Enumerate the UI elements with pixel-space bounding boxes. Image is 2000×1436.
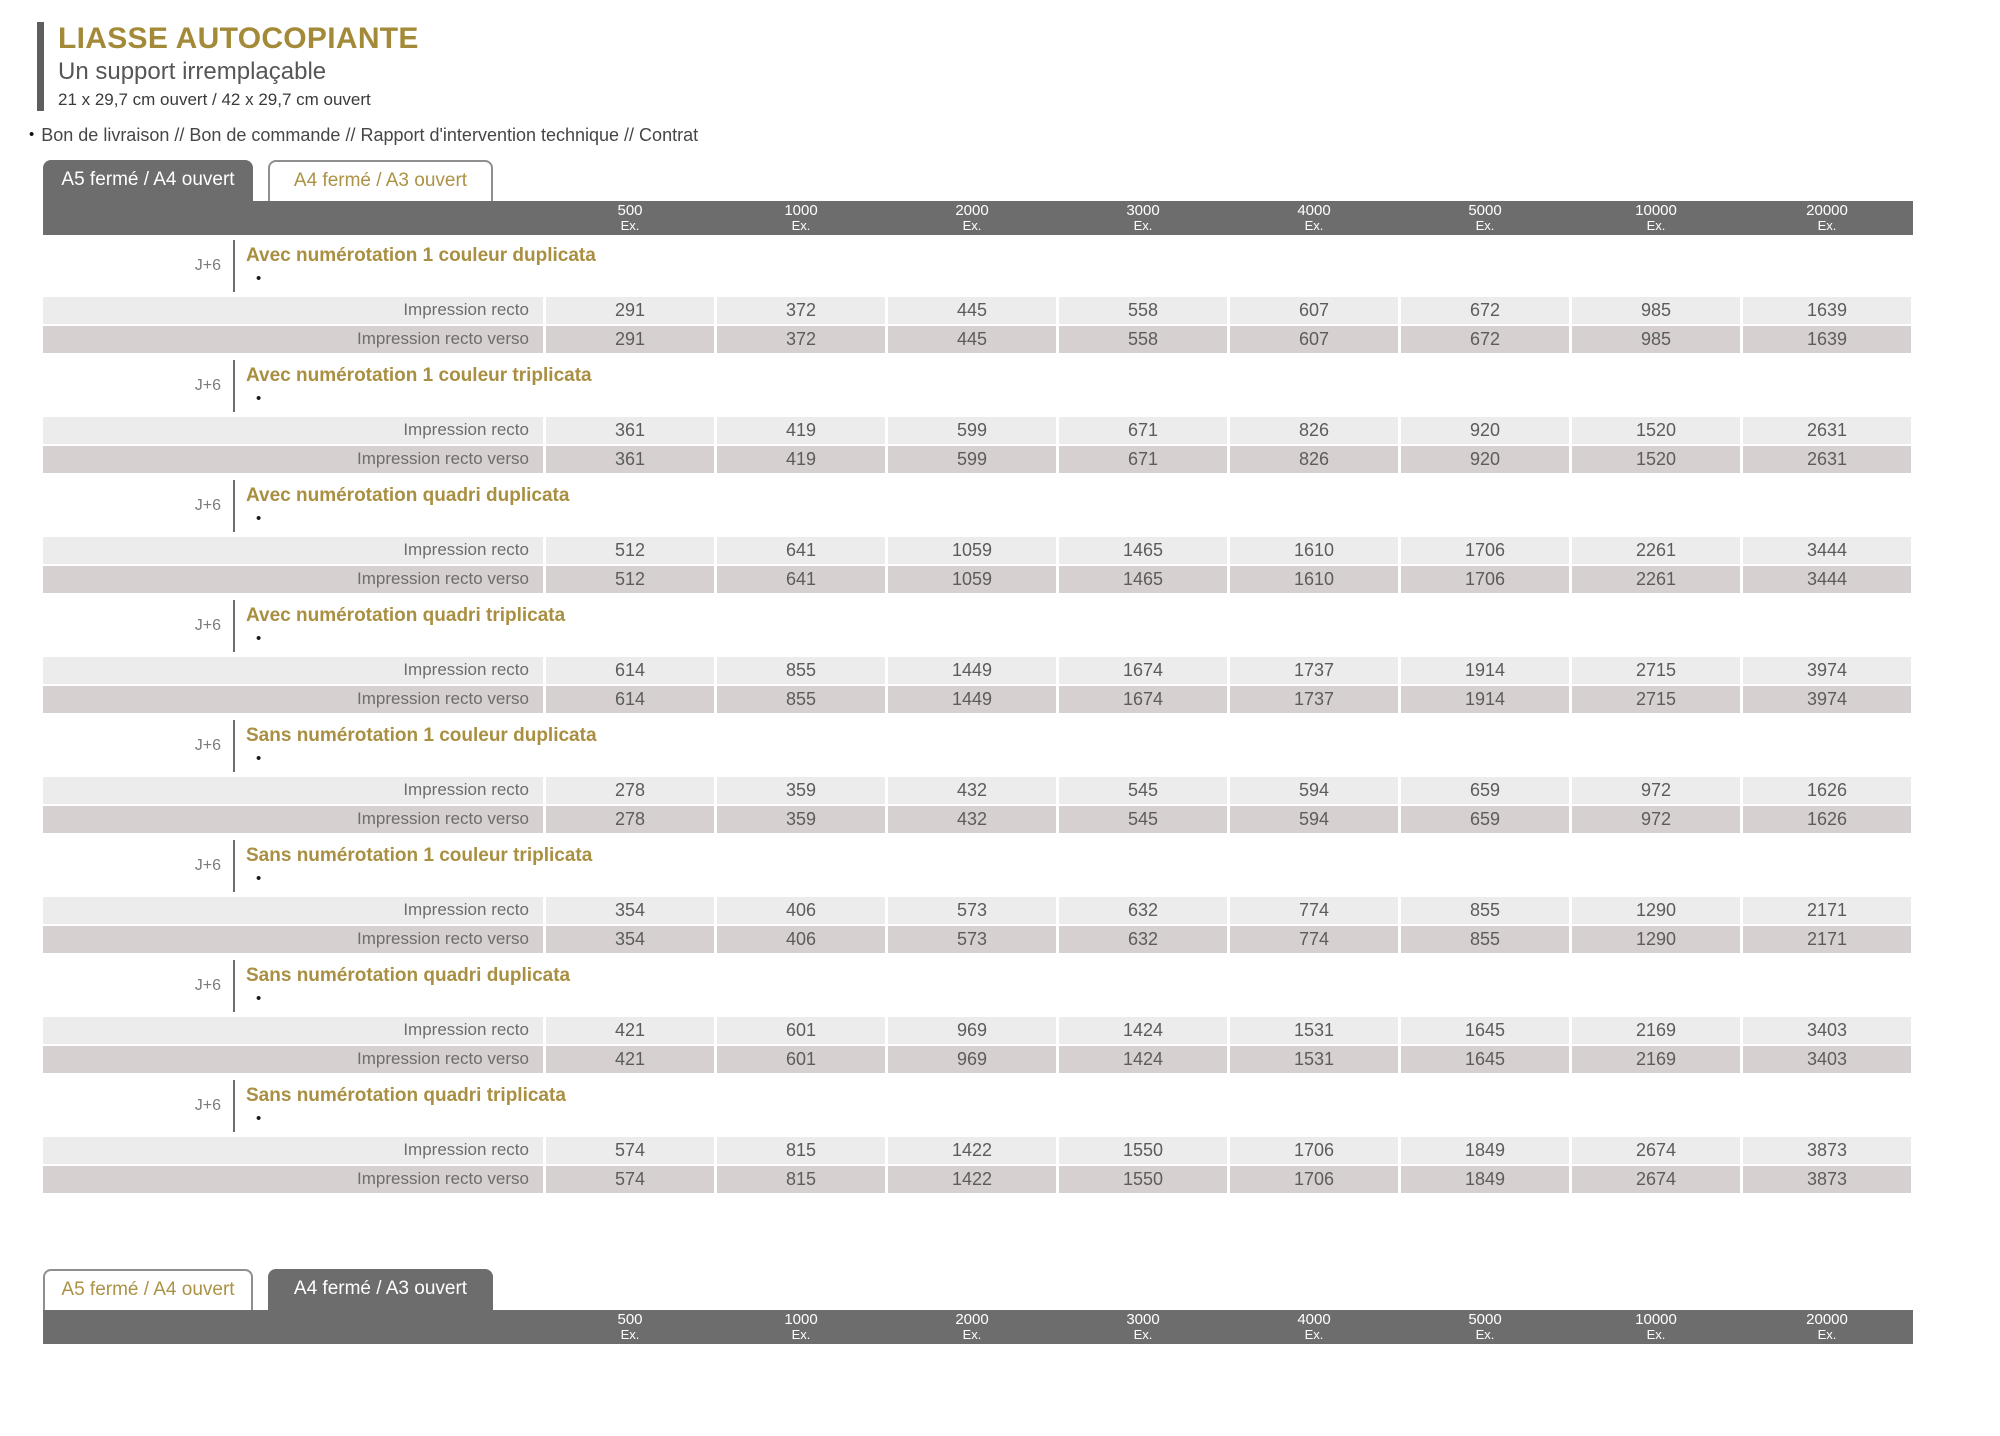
quantity-column-header — [1743, 201, 1911, 235]
price-cell: 421 — [546, 1017, 714, 1044]
row-label: Impression recto — [43, 417, 543, 444]
price-cell: 920 — [1401, 417, 1569, 444]
price-cell: 659 — [1401, 777, 1569, 804]
page-subtitle: Un support irremplaçable — [58, 58, 327, 85]
price-cell: 574 — [546, 1166, 714, 1193]
price-cell: 985 — [1572, 326, 1740, 353]
section-header — [43, 1075, 1913, 1137]
row-impression-recto-verso — [43, 326, 1913, 353]
price-section — [43, 235, 1913, 353]
quantity-unit: Ex. — [620, 217, 640, 233]
quantity-value: 1000 — [784, 1310, 818, 1328]
price-cell: 969 — [888, 1046, 1056, 1073]
lead-time-label: J+6 — [194, 856, 221, 874]
price-cell: 1550 — [1059, 1137, 1227, 1164]
quantity-value: 4000 — [1297, 201, 1331, 219]
row-impression-recto — [43, 537, 1913, 564]
quantity-value: 5000 — [1468, 1310, 1502, 1328]
row-impression-recto — [43, 777, 1913, 804]
quantity-unit: Ex. — [1133, 1326, 1153, 1342]
section-title: Sans numérotation quadri duplicata — [246, 965, 571, 987]
price-cell: 512 — [546, 537, 714, 564]
price-cell: 599 — [888, 446, 1056, 473]
price-cell: 3974 — [1743, 686, 1911, 713]
quantity-column-header — [1743, 1310, 1911, 1344]
price-cell: 421 — [546, 1046, 714, 1073]
price-cell: 601 — [717, 1017, 885, 1044]
price-cell: 1290 — [1572, 897, 1740, 924]
price-cell: 774 — [1230, 897, 1398, 924]
price-cell: 3873 — [1743, 1166, 1911, 1193]
price-cell: 1290 — [1572, 926, 1740, 953]
quantity-unit: Ex. — [1646, 1326, 1666, 1342]
price-cell: 972 — [1572, 777, 1740, 804]
quantity-value: 500 — [617, 201, 643, 219]
quantity-unit: Ex. — [791, 1326, 811, 1342]
quantity-column-header — [1059, 201, 1227, 235]
price-cell: 1737 — [1230, 657, 1398, 684]
price-cell: 1645 — [1401, 1017, 1569, 1044]
row-label: Impression recto verso — [43, 926, 543, 953]
price-cell: 3444 — [1743, 537, 1911, 564]
lead-time-label: J+6 — [194, 256, 221, 274]
price-cell: 354 — [546, 897, 714, 924]
price-cell: 545 — [1059, 777, 1227, 804]
lead-time-label: J+6 — [194, 496, 221, 514]
quantity-column-header — [1230, 1310, 1398, 1344]
section-header — [43, 355, 1913, 417]
lead-time-label: J+6 — [194, 616, 221, 634]
quantity-column-header — [1401, 1310, 1569, 1344]
row-label: Impression recto verso — [43, 446, 543, 473]
price-cell: 855 — [717, 657, 885, 684]
price-cell: 3403 — [1743, 1017, 1911, 1044]
tab-a5-ferme-a4-ouvert-bottom[interactable]: A5 fermé / A4 ouvert — [43, 1269, 253, 1310]
row-impression-recto-verso — [43, 566, 1913, 593]
quantity-column-header — [888, 1310, 1056, 1344]
tab-a5-ferme-a4-ouvert[interactable]: A5 fermé / A4 ouvert — [43, 160, 253, 201]
price-cell: 1706 — [1401, 537, 1569, 564]
row-impression-recto — [43, 897, 1913, 924]
quantity-header-row — [43, 201, 1913, 235]
price-cell: 1706 — [1230, 1166, 1398, 1193]
product-types-text: Bon de livraison // Bon de commande // Rapport d'intervention technique // Contrat — [41, 124, 699, 145]
price-section — [43, 955, 1913, 1073]
price-cell: 573 — [888, 926, 1056, 953]
price-cell: 359 — [717, 777, 885, 804]
price-cell: 1610 — [1230, 566, 1398, 593]
quantity-value: 500 — [617, 1310, 643, 1328]
quantity-value: 3000 — [1126, 1310, 1160, 1328]
price-cell: 1550 — [1059, 1166, 1227, 1193]
quantity-column-header — [1572, 1310, 1740, 1344]
row-impression-recto — [43, 1017, 1913, 1044]
quantity-column-header — [1401, 201, 1569, 235]
quantity-unit: Ex. — [1133, 217, 1153, 233]
tab-a4-ferme-a3-ouvert-bottom[interactable]: A4 fermé / A3 ouvert — [268, 1269, 493, 1310]
quantity-unit: Ex. — [1304, 1326, 1324, 1342]
price-cell: 3444 — [1743, 566, 1911, 593]
row-label: Impression recto — [43, 1017, 543, 1044]
price-cell: 574 — [546, 1137, 714, 1164]
quantity-unit: Ex. — [1304, 217, 1324, 233]
price-cell: 1465 — [1059, 537, 1227, 564]
quantity-column-header — [1572, 201, 1740, 235]
price-cell: 2261 — [1572, 537, 1740, 564]
price-cell: 855 — [1401, 897, 1569, 924]
row-impression-recto-verso — [43, 806, 1913, 833]
row-label: Impression recto — [43, 1137, 543, 1164]
price-cell: 1626 — [1743, 806, 1911, 833]
price-cell: 826 — [1230, 446, 1398, 473]
price-cell: 855 — [1401, 926, 1569, 953]
format-tabs-top — [43, 160, 1913, 201]
quantity-unit: Ex. — [1817, 217, 1837, 233]
price-cell: 291 — [546, 297, 714, 324]
price-cell: 2261 — [1572, 566, 1740, 593]
price-cell: 985 — [1572, 297, 1740, 324]
price-cell: 1674 — [1059, 657, 1227, 684]
section-title: Avec numérotation 1 couleur duplicata — [246, 245, 596, 267]
bullet-icon: • — [256, 870, 262, 888]
quantity-unit: Ex. — [1475, 1326, 1495, 1342]
lead-time-label: J+6 — [194, 376, 221, 394]
section-header — [43, 475, 1913, 537]
price-cell: 1531 — [1230, 1046, 1398, 1073]
product-types-line — [29, 125, 2000, 146]
price-cell: 1639 — [1743, 297, 1911, 324]
price-cell: 1626 — [1743, 777, 1911, 804]
bullet-icon: • — [256, 990, 262, 1008]
price-cell: 2169 — [1572, 1046, 1740, 1073]
price-cell: 445 — [888, 326, 1056, 353]
price-cell: 406 — [717, 926, 885, 953]
quantity-column-header — [888, 201, 1056, 235]
price-cell: 359 — [717, 806, 885, 833]
price-cell: 1674 — [1059, 686, 1227, 713]
price-section — [43, 1075, 1913, 1193]
quantity-column-header — [717, 1310, 885, 1344]
price-cell: 1914 — [1401, 686, 1569, 713]
price-cell: 815 — [717, 1166, 885, 1193]
price-cell: 972 — [1572, 806, 1740, 833]
price-cell: 1422 — [888, 1166, 1056, 1193]
format-tabs-bottom — [43, 1269, 1913, 1310]
price-cell: 632 — [1059, 926, 1227, 953]
section-title: Sans numérotation quadri triplicata — [246, 1085, 566, 1107]
price-cell: 2631 — [1743, 446, 1911, 473]
price-table-a5 — [43, 160, 1913, 1193]
price-cell: 1706 — [1230, 1137, 1398, 1164]
lead-time-label: J+6 — [194, 976, 221, 994]
bullet-icon: • — [256, 510, 262, 528]
section-header — [43, 955, 1913, 1017]
row-impression-recto-verso — [43, 686, 1913, 713]
price-cell: 1465 — [1059, 566, 1227, 593]
row-impression-recto-verso — [43, 1166, 1913, 1193]
price-cell: 573 — [888, 897, 1056, 924]
quantity-unit: Ex. — [1817, 1326, 1837, 1342]
price-cell: 406 — [717, 897, 885, 924]
price-cell: 601 — [717, 1046, 885, 1073]
price-cell: 372 — [717, 326, 885, 353]
price-cell: 512 — [546, 566, 714, 593]
price-cell: 2171 — [1743, 897, 1911, 924]
quantity-unit: Ex. — [791, 217, 811, 233]
price-cell: 1059 — [888, 537, 1056, 564]
quantity-value: 10000 — [1635, 1310, 1677, 1328]
price-table-a4 — [43, 1269, 1913, 1344]
sections-container — [43, 235, 1913, 1193]
quantity-column-header — [717, 201, 885, 235]
price-cell: 432 — [888, 806, 1056, 833]
price-cell: 599 — [888, 417, 1056, 444]
price-cell: 2674 — [1572, 1137, 1740, 1164]
bullet-icon: • — [29, 125, 35, 143]
price-section — [43, 595, 1913, 713]
price-cell: 1424 — [1059, 1046, 1227, 1073]
row-label: Impression recto — [43, 657, 543, 684]
row-impression-recto-verso — [43, 926, 1913, 953]
price-cell: 2715 — [1572, 657, 1740, 684]
quantity-value: 20000 — [1806, 201, 1848, 219]
price-cell: 594 — [1230, 806, 1398, 833]
price-cell: 354 — [546, 926, 714, 953]
row-label: Impression recto verso — [43, 566, 543, 593]
page — [0, 22, 2000, 1436]
quantity-value: 1000 — [784, 201, 818, 219]
price-cell: 1424 — [1059, 1017, 1227, 1044]
price-cell: 1706 — [1401, 566, 1569, 593]
quantity-column-header — [546, 1310, 714, 1344]
price-cell: 372 — [717, 297, 885, 324]
price-cell: 2171 — [1743, 926, 1911, 953]
price-cell: 1849 — [1401, 1166, 1569, 1193]
quantity-header-spacer — [43, 201, 543, 235]
section-header — [43, 715, 1913, 777]
row-label: Impression recto — [43, 537, 543, 564]
quantity-value: 5000 — [1468, 201, 1502, 219]
row-label: Impression recto — [43, 777, 543, 804]
quantity-header-row-bottom — [43, 1310, 1913, 1344]
section-title: Avec numérotation 1 couleur triplicata — [246, 365, 592, 387]
price-cell: 1520 — [1572, 446, 1740, 473]
quantity-unit: Ex. — [962, 1326, 982, 1342]
price-cell: 826 — [1230, 417, 1398, 444]
price-cell: 2631 — [1743, 417, 1911, 444]
price-cell: 1610 — [1230, 537, 1398, 564]
quantity-column-header — [546, 201, 714, 235]
section-title: Sans numérotation 1 couleur triplicata — [246, 845, 593, 867]
price-section — [43, 835, 1913, 953]
price-cell: 672 — [1401, 326, 1569, 353]
bullet-icon: • — [256, 270, 262, 288]
page-header — [37, 22, 2000, 111]
quantity-value: 4000 — [1297, 1310, 1331, 1328]
price-cell: 641 — [717, 566, 885, 593]
price-cell: 920 — [1401, 446, 1569, 473]
section-title: Sans numérotation 1 couleur duplicata — [246, 725, 597, 747]
price-cell: 671 — [1059, 417, 1227, 444]
price-cell: 419 — [717, 417, 885, 444]
price-cell: 3403 — [1743, 1046, 1911, 1073]
price-cell: 1520 — [1572, 417, 1740, 444]
price-cell: 671 — [1059, 446, 1227, 473]
row-label: Impression recto — [43, 897, 543, 924]
quantity-unit: Ex. — [1646, 217, 1666, 233]
quantity-header-spacer — [43, 1310, 543, 1344]
quantity-value: 3000 — [1126, 201, 1160, 219]
price-cell: 969 — [888, 1017, 1056, 1044]
quantity-value: 2000 — [955, 201, 989, 219]
quantity-unit: Ex. — [1475, 217, 1495, 233]
section-title: Avec numérotation quadri duplicata — [246, 485, 570, 507]
lead-time-label: J+6 — [194, 736, 221, 754]
price-cell: 1645 — [1401, 1046, 1569, 1073]
price-cell: 278 — [546, 806, 714, 833]
price-section — [43, 715, 1913, 833]
price-cell: 815 — [717, 1137, 885, 1164]
price-cell: 445 — [888, 297, 1056, 324]
price-cell: 361 — [546, 446, 714, 473]
price-cell: 3974 — [1743, 657, 1911, 684]
price-cell: 1531 — [1230, 1017, 1398, 1044]
price-cell: 2674 — [1572, 1166, 1740, 1193]
bullet-icon: • — [256, 1110, 262, 1128]
quantity-value: 2000 — [955, 1310, 989, 1328]
row-label: Impression recto verso — [43, 1166, 543, 1193]
row-label: Impression recto verso — [43, 686, 543, 713]
price-cell: 1737 — [1230, 686, 1398, 713]
price-cell: 278 — [546, 777, 714, 804]
quantity-value: 20000 — [1806, 1310, 1848, 1328]
price-section — [43, 475, 1913, 593]
row-label: Impression recto — [43, 297, 543, 324]
bullet-icon: • — [256, 630, 262, 648]
row-label: Impression recto verso — [43, 806, 543, 833]
price-cell: 1449 — [888, 657, 1056, 684]
quantity-column-header — [1230, 201, 1398, 235]
price-cell: 1059 — [888, 566, 1056, 593]
section-title: Avec numérotation quadri triplicata — [246, 605, 566, 627]
bullet-icon: • — [256, 750, 262, 768]
format-sizes: 21 x 29,7 cm ouvert / 42 x 29,7 cm ouvert — [58, 89, 371, 109]
price-cell: 641 — [717, 537, 885, 564]
price-cell: 558 — [1059, 326, 1227, 353]
section-header — [43, 595, 1913, 657]
price-cell: 1639 — [1743, 326, 1911, 353]
price-cell: 614 — [546, 686, 714, 713]
price-cell: 361 — [546, 417, 714, 444]
row-label: Impression recto verso — [43, 1046, 543, 1073]
price-cell: 419 — [717, 446, 885, 473]
price-cell: 632 — [1059, 897, 1227, 924]
price-cell: 672 — [1401, 297, 1569, 324]
price-cell: 291 — [546, 326, 714, 353]
price-cell: 2715 — [1572, 686, 1740, 713]
price-cell: 558 — [1059, 297, 1227, 324]
price-cell: 855 — [717, 686, 885, 713]
price-cell: 659 — [1401, 806, 1569, 833]
section-header — [43, 835, 1913, 897]
price-cell: 2169 — [1572, 1017, 1740, 1044]
section-header — [43, 235, 1913, 297]
price-cell: 607 — [1230, 297, 1398, 324]
price-cell: 614 — [546, 657, 714, 684]
row-impression-recto — [43, 657, 1913, 684]
price-cell: 1849 — [1401, 1137, 1569, 1164]
quantity-unit: Ex. — [620, 1326, 640, 1342]
price-cell: 1449 — [888, 686, 1056, 713]
price-cell: 774 — [1230, 926, 1398, 953]
row-impression-recto-verso — [43, 446, 1913, 473]
quantity-unit: Ex. — [962, 217, 982, 233]
quantity-value: 10000 — [1635, 201, 1677, 219]
price-cell: 594 — [1230, 777, 1398, 804]
lead-time-label: J+6 — [194, 1096, 221, 1114]
row-impression-recto — [43, 297, 1913, 324]
bullet-icon: • — [256, 390, 262, 408]
row-impression-recto — [43, 417, 1913, 444]
quantity-column-header — [1059, 1310, 1227, 1344]
row-label: Impression recto verso — [43, 326, 543, 353]
row-impression-recto-verso — [43, 1046, 1913, 1073]
price-section — [43, 355, 1913, 473]
price-cell: 607 — [1230, 326, 1398, 353]
price-cell: 432 — [888, 777, 1056, 804]
accent-bar — [37, 22, 44, 111]
price-cell: 545 — [1059, 806, 1227, 833]
page-title: LIASSE AUTOCOPIANTE — [58, 22, 419, 55]
price-cell: 3873 — [1743, 1137, 1911, 1164]
tab-a4-ferme-a3-ouvert[interactable]: A4 fermé / A3 ouvert — [268, 160, 493, 201]
row-impression-recto — [43, 1137, 1913, 1164]
price-cell: 1422 — [888, 1137, 1056, 1164]
price-cell: 1914 — [1401, 657, 1569, 684]
